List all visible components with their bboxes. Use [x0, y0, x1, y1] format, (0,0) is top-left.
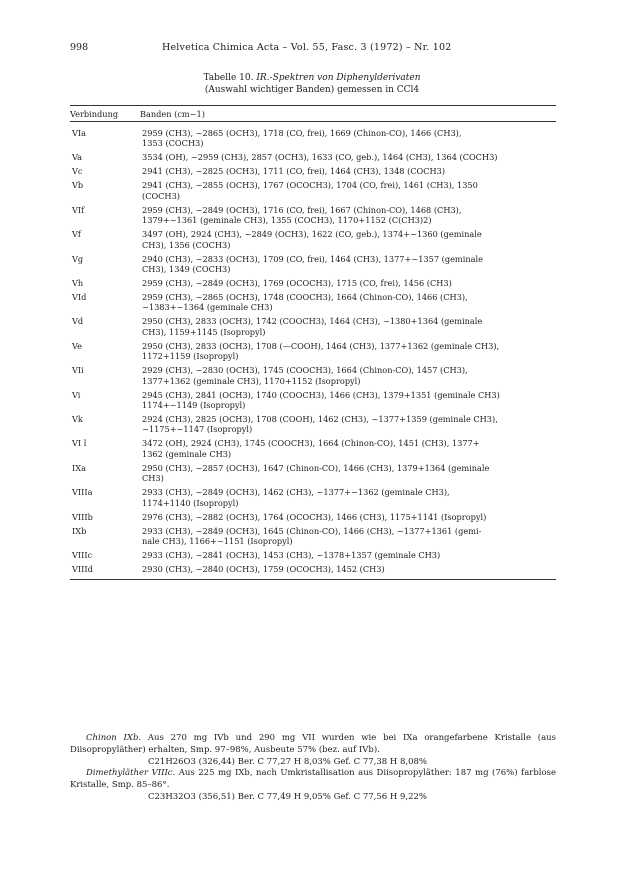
bands-line: 2959 (CH3), ~2849 (OCH3), 1769 (OCOCH3), 1715 (CO, frei), 1456 (CH3)	[142, 278, 452, 289]
bands-line: 2929 (CH3), ~2830 (OCH3), 1745 (COOCH3), 1664 (Chinon-CO), 1457 (CH3),	[142, 365, 468, 376]
compound-cell: Vd	[72, 316, 84, 327]
bands-line: 2933 (CH3), ~2841 (OCH3), 1453 (CH3), ~1378+1357 (geminale CH3)	[142, 550, 441, 561]
elemental-analysis: C23H32O3 (356,51) Ber. C 77,49 H 9,05% Gef. C 77,56 H 9,22%	[148, 791, 427, 802]
table-row	[70, 254, 556, 275]
table-row	[70, 365, 556, 386]
compound-cell: IXa	[72, 462, 86, 473]
compound-cell: Ve	[72, 340, 83, 351]
bands-cell	[140, 463, 556, 484]
compound-cell: Va	[72, 152, 83, 163]
bands-line: ~1383+~1364 (geminale CH3)	[142, 302, 273, 313]
bands-line: nale CH3), 1166+~1151 (Isopropyl)	[142, 536, 293, 547]
paragraph-title: Dimethyläther VIIIc.	[86, 768, 176, 779]
bands-line: 1172+1159 (Isopropyl)	[142, 351, 239, 362]
table-label: Tabelle 10.	[203, 73, 254, 83]
bands-cell	[140, 512, 556, 522]
table-title: IR.-Spektren von Diphenylderivaten	[256, 73, 421, 83]
table-row	[70, 550, 556, 560]
table-row	[70, 341, 556, 362]
bands-line: CH3), 1159+1145 (Isopropyl)	[142, 326, 266, 337]
elemental-analysis: C21H26O3 (326,44) Ber. C 77,27 H 8,03% Gef. C 77,38 H 8,08%	[148, 756, 427, 767]
table-row	[70, 205, 556, 226]
column-header-compound: Verbindung	[70, 109, 119, 119]
bands-cell	[140, 438, 556, 459]
paragraph-dimethylaether	[70, 768, 556, 792]
paragraph-text: Aus 270 mg IVb und 290 mg VII wurden wie bei IXa orangefarbene Kristalle (aus Diisopropyläther) erhalten, Smp. 97–98%, Ausbeute 57% (bez. auf IVb).	[70, 733, 556, 755]
bands-cell	[140, 205, 556, 226]
bands-line: 2945 (CH3), 2841 (OCH3), 1740 (COOCH3), 1466 (CH3), 1379+1351 (geminale CH3)	[142, 389, 500, 400]
bands-line: 3497 (OH), 2924 (CH3), ~2849 (OCH3), 1622 (CO, geb.), 1374+~1360 (geminale	[142, 229, 482, 240]
bands-line: 2941 (CH3), ~2855 (OCH3), 1767 (OCOCH3), 1704 (CO, frei), 1461 (CH3), 1350	[142, 180, 478, 191]
page-number: 998	[70, 42, 89, 53]
compound-cell: Vb	[72, 180, 84, 191]
table-row	[70, 128, 556, 149]
bands-line: 1174+~1149 (Isopropyl)	[142, 400, 246, 411]
bands-line: 2976 (CH3), ~2882 (OCH3), 1764 (OCOCH3), 1466 (CH3), 1175+1141 (Isopropyl)	[142, 511, 487, 522]
table-row	[70, 166, 556, 176]
bands-cell	[140, 365, 556, 386]
ir-spectra-table	[70, 105, 556, 580]
bands-cell	[140, 526, 556, 547]
compound-cell: VI l	[72, 438, 87, 449]
table-row	[70, 390, 556, 411]
bands-line: 2950 (CH3), ~2857 (OCH3), 1647 (Chinon-CO), 1466 (CH3), 1379+1364 (geminale	[142, 462, 490, 473]
bands-cell	[140, 292, 556, 313]
bands-line: 2924 (CH3), 2825 (OCH3), 1708 (COOH), 1462 (CH3), ~1377+1359 (geminale CH3),	[142, 414, 498, 425]
bands-line: 2959 (CH3), ~2865 (OCH3), 1718 (CO, frei), 1669 (Chinon-CO), 1466 (CH3),	[142, 128, 462, 138]
bands-cell	[140, 278, 556, 288]
compound-cell: Vi	[72, 389, 81, 400]
compound-cell: VIf	[72, 204, 85, 215]
compound-cell: Vg	[72, 253, 84, 264]
bands-line: 2950 (CH3), 2833 (OCH3), 1708 (—COOH), 1464 (CH3), 1377+1362 (geminale CH3),	[142, 340, 500, 351]
table-row	[70, 229, 556, 250]
table-row	[70, 278, 556, 288]
table-caption	[0, 73, 624, 96]
body-text	[70, 733, 556, 804]
bands-cell	[140, 564, 556, 574]
compound-cell: VIIIa	[72, 487, 93, 498]
compound-cell: IXb	[72, 525, 87, 536]
bands-line: 2940 (CH3), ~2833 (OCH3), 1709 (CO, frei), 1464 (CH3), 1377+~1357 (geminale	[142, 253, 483, 264]
compound-cell: VIIIc	[72, 550, 93, 561]
compound-cell: Vh	[72, 278, 84, 289]
compound-cell: Vc	[72, 166, 83, 177]
bands-cell	[140, 152, 556, 162]
bands-line: 1174+1140 (Isopropyl)	[142, 497, 239, 508]
bands-cell	[140, 341, 556, 362]
bands-line: 2933 (CH3), ~2849 (OCH3), 1462 (CH3), ~1377+~1362 (geminale CH3),	[142, 487, 450, 498]
bands-line: 2941 (CH3), ~2825 (OCH3), 1711 (CO, frei), 1464 (CH3), 1348 (COCH3)	[142, 166, 446, 177]
bands-line: 2930 (CH3), ~2840 (OCH3), 1759 (OCOCH3), 1452 (CH3)	[142, 564, 385, 575]
bands-line: 3472 (OH), 2924 (CH3), 1745 (COOCH3), 1664 (Chinon-CO), 1451 (CH3), 1377+	[142, 438, 480, 449]
table-bottom-rule	[70, 579, 556, 580]
bands-cell	[140, 254, 556, 275]
bands-cell	[140, 550, 556, 560]
table-body	[70, 122, 556, 578]
bands-line: 2959 (CH3), ~2865 (OCH3), 1748 (COOCH3), 1664 (Chinon-CO), 1466 (CH3),	[142, 292, 468, 303]
bands-line: ~1175+~1147 (Isopropyl)	[142, 424, 253, 435]
bands-line: 2959 (CH3), ~2849 (OCH3), 1716 (CO, frei), 1667 (Chinon-CO), 1468 (CH3),	[142, 204, 462, 215]
bands-cell	[140, 166, 556, 176]
table-row	[70, 487, 556, 508]
table-row	[70, 316, 556, 337]
table-row	[70, 526, 556, 547]
bands-line: (COCH3)	[142, 190, 180, 201]
bands-cell	[140, 390, 556, 411]
bands-line: 2950 (CH3), 2833 (OCH3), 1742 (COOCH3), 1464 (CH3), ~1380+1364 (geminale	[142, 316, 483, 327]
bands-line: CH3)	[142, 473, 164, 484]
compound-cell: VIa	[72, 128, 87, 138]
table-subtitle: (Auswahl wichtiger Banden) gemessen in CCl4	[204, 84, 420, 95]
paragraph-title: Chinon IXb.	[86, 733, 142, 743]
table-row	[70, 180, 556, 201]
bands-cell	[140, 316, 556, 337]
table-row	[70, 414, 556, 435]
table-row	[70, 512, 556, 522]
compound-cell: Vf	[72, 229, 81, 240]
bands-cell	[140, 229, 556, 250]
table-row	[70, 152, 556, 162]
bands-line: CH3), 1356 (COCH3)	[142, 239, 231, 250]
paragraph-text: Aus 225 mg IXb, nach Umkristallisation aus Diisopropyläther: 187 mg (76%) farblose Kristalle, Smp. 85–86°.	[70, 768, 556, 791]
bands-cell	[140, 414, 556, 435]
bands-line: 1353 (COCH3)	[142, 138, 204, 149]
running-head: Helvetica Chimica Acta – Vol. 55, Fasc. 3 (1972) – Nr. 102	[162, 42, 452, 53]
bands-line: 1379+~1361 (geminale CH3), 1355 (COCH3), 1170+1152 (C(CH3)2)	[142, 215, 432, 226]
compound-cell: VIIId	[72, 564, 93, 575]
column-header-bands: Banden (cm−1)	[140, 109, 205, 119]
compound-cell: VIi	[72, 365, 84, 376]
bands-line: 1362 (geminale CH3)	[142, 448, 232, 459]
bands-line: CH3), 1349 (COCH3)	[142, 264, 231, 275]
bands-cell	[140, 128, 556, 149]
table-header-row	[70, 106, 556, 121]
bands-line: 2933 (CH3), ~2849 (OCH3), 1645 (Chinon-CO), 1466 (CH3), ~1377+1361 (gemi-	[142, 525, 482, 536]
paragraph-chinon	[70, 733, 556, 757]
table-row	[70, 438, 556, 459]
table-row	[70, 463, 556, 484]
compound-cell: Vk	[72, 414, 83, 425]
compound-cell: VId	[72, 292, 87, 303]
bands-cell	[140, 180, 556, 201]
bands-line: 1377+1362 (geminale CH3), 1170+1152 (Isopropyl)	[142, 375, 361, 386]
bands-line: 3534 (OH), ~2959 (CH3), 2857 (OCH3), 1633 (CO, geb.), 1464 (CH3), 1364 (COCH3)	[142, 152, 498, 163]
compound-cell: VIIIb	[72, 511, 93, 522]
table-row	[70, 292, 556, 313]
bands-cell	[140, 487, 556, 508]
table-row	[70, 564, 556, 574]
